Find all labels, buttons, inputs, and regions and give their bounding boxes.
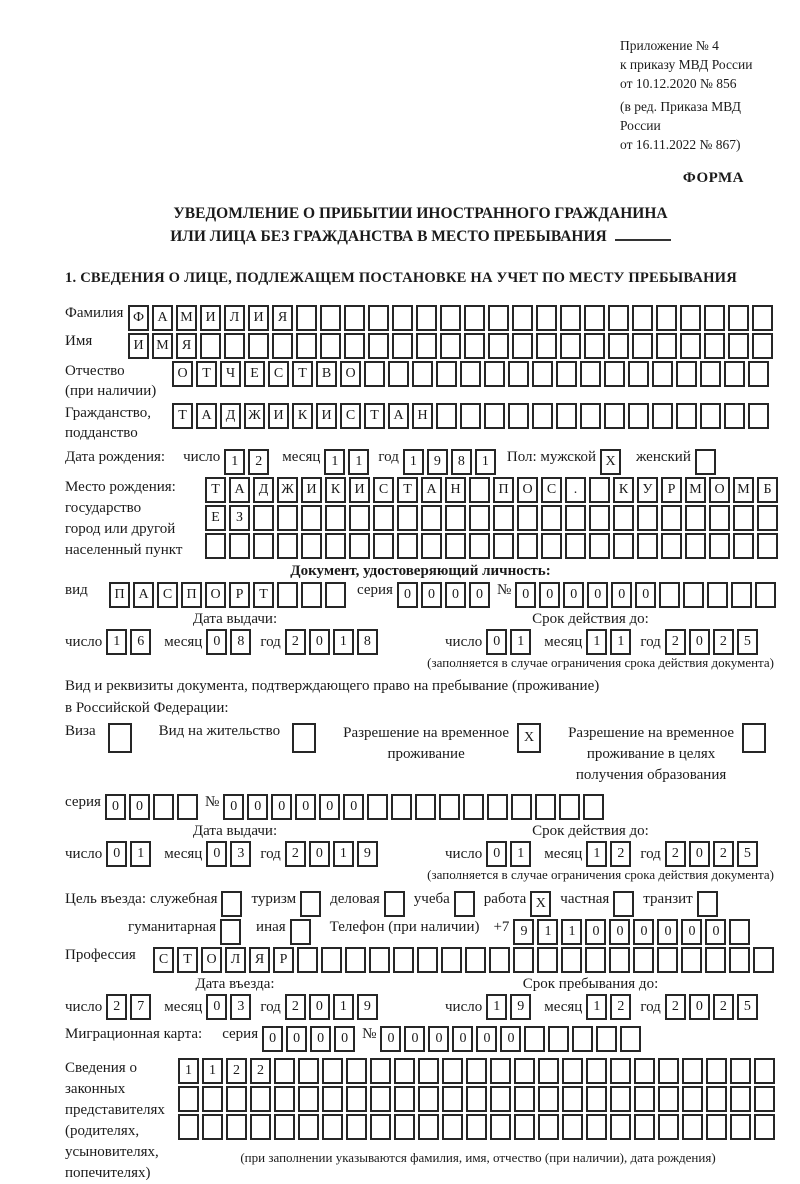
profession-cells: С Т О Л Я Р (153, 947, 777, 973)
doc-kind-label: вид (65, 582, 88, 598)
representatives-note: (при заполнении указываются фамилия, имя, отчество (при наличии), дата рождения) (240, 1150, 716, 1165)
form-label: ФОРМА (682, 170, 744, 186)
title-line2: ИЛИ ЛИЦА БЕЗ ГРАЖДАНСТВА В МЕСТО ПРЕБЫВАНИЯ (170, 228, 607, 245)
patronymic-label: Отчество (при наличии) (65, 363, 157, 399)
option-temp-residence-education: Разрешение на временное проживание в целях получения образования (568, 723, 769, 786)
temp-residence-education-checkbox (742, 723, 769, 753)
doc-series-label: серия (357, 582, 393, 598)
residence-doc-serial-row (65, 794, 776, 820)
stay-until-heading: Срок пребывания до: (522, 976, 659, 992)
identity-doc-row (65, 582, 776, 608)
issue-day-cells: 1 6 (106, 629, 154, 655)
purpose-row: Цель въезда: служебная туризм деловая учеба работа X частная транзит (65, 891, 776, 917)
profession-row (65, 947, 776, 973)
migration-number-cells: 0 0 0 0 0 0 (380, 1026, 644, 1052)
sex-male-label: Пол: мужской (506, 449, 597, 465)
validity-note: (заполняется в случае ограничения срока действия документа) (427, 655, 774, 670)
doc-number-cells: 0 0 0 0 0 0 (515, 582, 779, 608)
firstname-row (65, 333, 776, 359)
phone-cells: 9 1 1 0 0 0 0 0 0 (513, 919, 753, 945)
representatives-row (65, 1058, 776, 1184)
residence-number-label: № (204, 794, 220, 810)
residence-number-cells: 0 0 0 0 0 0 (223, 794, 607, 820)
valid-day-cells: 0 1 (486, 629, 534, 655)
residence-valid-day-cells: 0 1 (486, 841, 534, 867)
birthplace-row (65, 477, 776, 561)
residence-issue-group: число 0 1 месяц 0 3 год 2 0 1 9 (65, 841, 405, 867)
purpose-row2-phone: гуманитарная иная Телефон (при наличии) +7 9 1 1 0 0 0 0 0 0 (65, 919, 776, 945)
purpose-transit-checkbox (697, 891, 721, 917)
lastname-row (65, 305, 776, 331)
migration-card-row (65, 1026, 776, 1052)
citizenship-label: Гражданство, подданство (65, 405, 152, 441)
residence-doc-intro: Вид и реквизиты документа, подтверждающего право на пребывание (проживание) в Российской Федерации: (65, 678, 600, 716)
page-title (65, 203, 776, 248)
purpose-other-checkbox (290, 919, 314, 945)
residence-issue-heading: Дата выдачи: (192, 823, 278, 839)
appendix-block (620, 36, 776, 93)
stay-year-cells: 2 0 2 5 (665, 994, 761, 1020)
entry-date-group: число 2 7 месяц 0 3 год 2 0 1 9 (65, 994, 405, 1020)
doc-number-label: № (496, 582, 512, 598)
residence-issue-day-cells: 0 1 (106, 841, 154, 867)
appendix-line: от 10.12.2020 № 856 (620, 76, 737, 91)
purpose-private-checkbox (613, 891, 637, 917)
stay-day-cells: 1 9 (486, 994, 534, 1020)
edition-line: от 16.11.2022 № 867) (620, 137, 741, 152)
purpose-commercial-checkbox (384, 891, 408, 917)
residence-issue-year-cells: 2 0 1 9 (285, 841, 381, 867)
residence-doc-options (65, 723, 776, 786)
firstname-label: Имя (65, 333, 93, 349)
birth-year-cells: 1 9 8 1 (403, 449, 499, 475)
purpose-label: Цель въезда: (65, 891, 146, 907)
doc-series-cells: 0 0 0 0 (397, 582, 493, 608)
appendix-line: Приложение № 4 (620, 38, 719, 53)
residence-valid-month-cells: 1 2 (586, 841, 634, 867)
birthplace-line1: Т А Д Ж И К И С Т А Н П О С . К У Р М О М Б (205, 477, 781, 503)
issue-month-cells: 0 8 (206, 629, 254, 655)
residence-doc-date-headers (65, 822, 776, 840)
migration-number-label: № (362, 1026, 377, 1042)
profession-label: Профессия (65, 947, 136, 963)
valid-year-cells: 2 0 2 5 (665, 629, 761, 655)
residence-validity-note: (заполняется в случае ограничения срока действия документа) (427, 867, 774, 882)
year-label: год (378, 449, 399, 465)
entry-year-cells: 2 0 1 9 (285, 994, 381, 1020)
birthplace-label: Место рождения: государство город или другой населенный пункт (65, 479, 183, 558)
doc-kind-cells: П А С П О Р Т (109, 582, 349, 608)
entry-date-heading: Дата въезда: (195, 976, 275, 992)
sex-female-label: женский (636, 449, 691, 465)
residence-permit-checkbox (292, 723, 319, 753)
valid-until-group: число 0 1 месяц 1 1 год 2 0 2 5 (405, 629, 776, 655)
birth-day-cells: 1 2 (224, 449, 272, 475)
patronymic-row (65, 361, 776, 401)
identity-doc-dates (65, 629, 776, 655)
representatives-cells (178, 1058, 778, 1140)
birthplace-line3 (205, 533, 781, 559)
valid-until-heading: Срок действия до: (532, 611, 649, 627)
birthdate-row (65, 449, 776, 475)
issue-date-heading: Дата выдачи: (192, 611, 278, 627)
section1-heading: 1. СВЕДЕНИЯ О ЛИЦЕ, ПОДЛЕЖАЩЕМ ПОСТАНОВКЕ НА УЧЕТ ПО МЕСТУ ПРЕБЫВАНИЯ (65, 270, 737, 286)
birthplace-line2: Е З (205, 505, 781, 531)
entry-day-cells: 2 7 (106, 994, 154, 1020)
purpose-study-checkbox (454, 891, 478, 917)
edition-block (620, 97, 776, 154)
option-residence-permit: Вид на жительство (159, 723, 319, 753)
title-line1: УВЕДОМЛЕНИЕ О ПРИБЫТИИ ИНОСТРАННОГО ГРАЖДАНИНА (173, 205, 668, 222)
edition-line: (в ред. Приказа МВД России (620, 99, 741, 133)
identity-doc-date-headers (65, 610, 776, 628)
lastname-label: Фамилия (65, 305, 124, 321)
purpose-business-checkbox (221, 891, 245, 917)
entry-stay-dates (65, 994, 776, 1020)
entry-date-headers (65, 975, 776, 993)
residence-valid-year-cells: 2 0 2 5 (665, 841, 761, 867)
blank-underline (615, 225, 671, 241)
temp-residence-checkbox: X (517, 723, 544, 753)
birthplace-cells (205, 477, 781, 561)
birth-month-cells: 1 1 (324, 449, 372, 475)
residence-valid-heading: Срок действия до: (532, 823, 649, 839)
appendix-line: к приказу МВД России (620, 57, 753, 72)
citizenship-cells: Т А Д Ж И К И С Т А Н (172, 403, 772, 429)
migration-card-label: Миграционная карта: (65, 1026, 203, 1042)
option-temp-residence: Разрешение на временное проживание X (343, 723, 544, 765)
identity-doc-heading: Документ, удостоверяющий личность: (290, 563, 551, 579)
representatives-line2 (178, 1086, 778, 1112)
residence-valid-group: число 0 1 месяц 1 2 год 2 0 2 5 (405, 841, 776, 867)
representatives-line3 (178, 1114, 778, 1140)
residence-doc-dates (65, 841, 776, 867)
stay-month-cells: 1 2 (586, 994, 634, 1020)
issue-year-cells: 2 0 1 8 (285, 629, 381, 655)
citizenship-row (65, 403, 776, 443)
month-label: месяц (282, 449, 321, 465)
visa-checkbox (108, 723, 135, 753)
day-label: число (183, 449, 221, 465)
purpose-tourism-checkbox (300, 891, 324, 917)
purpose-work-checkbox: X (530, 891, 554, 917)
residence-series-cells: 0 0 (105, 794, 201, 820)
residence-issue-month-cells: 0 3 (206, 841, 254, 867)
stay-until-group: число 1 9 месяц 1 2 год 2 0 2 5 (405, 994, 776, 1020)
representatives-line1: 1 1 2 2 (178, 1058, 778, 1084)
residence-series-label: серия (65, 794, 101, 810)
entry-month-cells: 0 3 (206, 994, 254, 1020)
lastname-cells: Ф А М И Л И Я (128, 305, 776, 331)
issue-date-group: число 1 6 месяц 0 8 год 2 0 1 8 (65, 629, 405, 655)
migration-series-label: серия (222, 1026, 259, 1042)
birthdate-label: Дата рождения: (65, 449, 166, 465)
representatives-label: Сведения о законных представителях (родителях, усыновителях, попечителях) (65, 1060, 165, 1181)
firstname-cells: И М Я (128, 333, 776, 359)
purpose-humanitarian-checkbox (220, 919, 244, 945)
phone-label: Телефон (при наличии) (329, 919, 480, 935)
phone-prefix: +7 (493, 919, 510, 935)
sex-male-checkbox: X (600, 449, 624, 475)
sex-female-checkbox (695, 449, 719, 475)
title-line2-wrap (65, 225, 776, 248)
migration-series-cells: 0 0 0 0 (262, 1026, 358, 1052)
option-visa: Виза (65, 723, 135, 753)
patronymic-cells: О Т Ч Е С Т В О (172, 361, 772, 387)
valid-month-cells: 1 1 (586, 629, 634, 655)
